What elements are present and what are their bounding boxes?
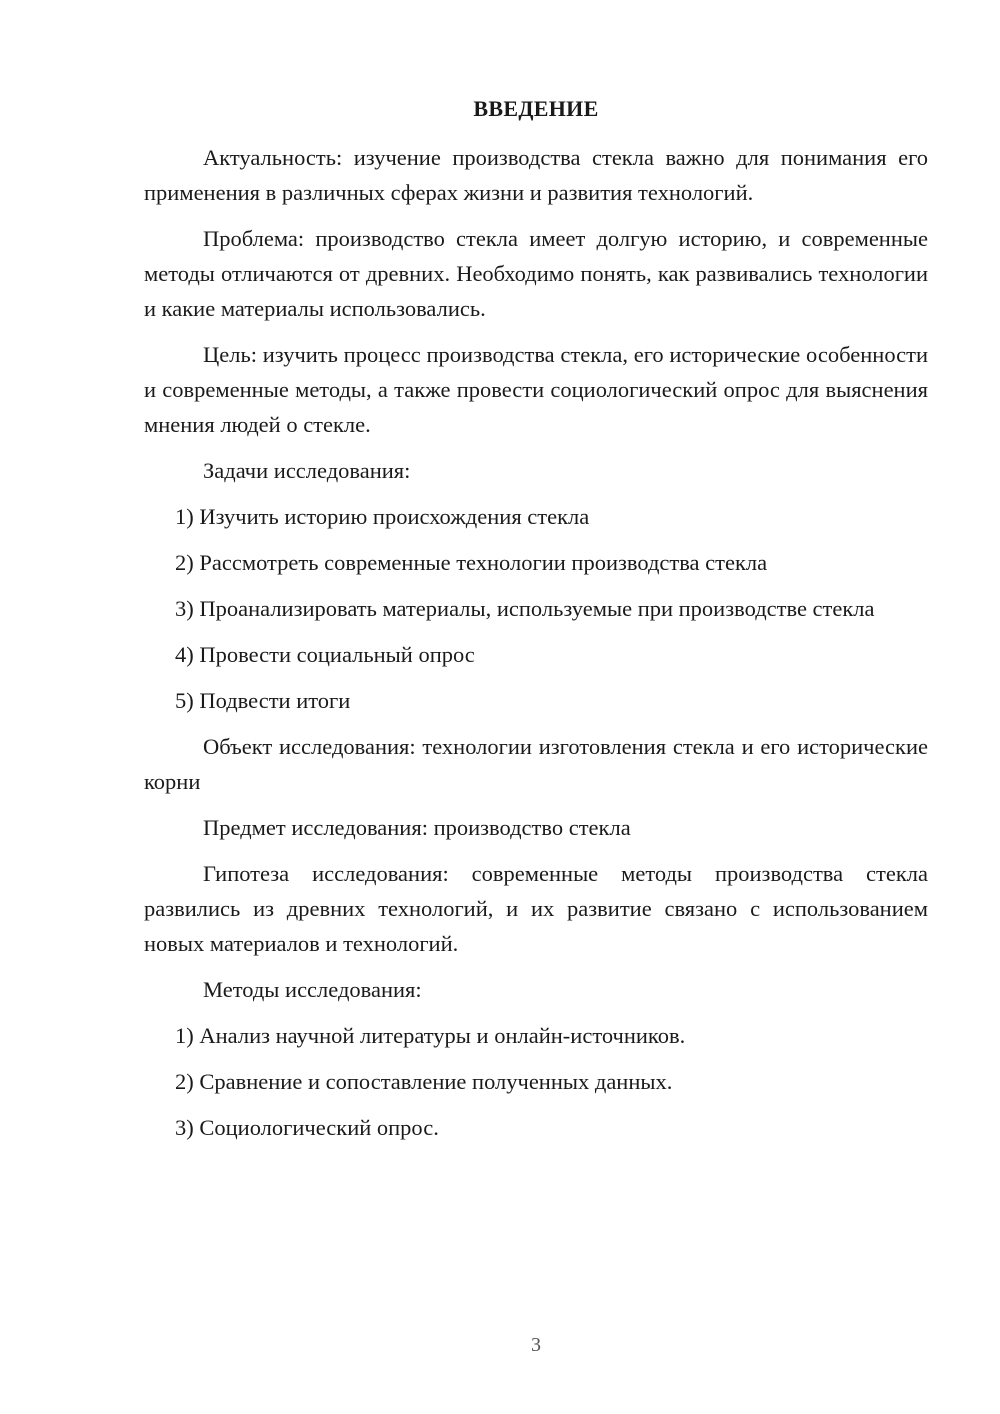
methods-heading: Методы исследования: xyxy=(203,977,422,1002)
tasks-heading: Задачи исследования: xyxy=(203,458,411,483)
method-item: 2) Сравнение и сопоставление полученных данных. xyxy=(175,1069,673,1094)
task-item: 2) Рассмотреть современные технологии производства стекла xyxy=(175,550,768,575)
subject-paragraph: Предмет исследования: производство стекла xyxy=(203,815,631,840)
task-item: 1) Изучить историю происхождения стекла xyxy=(175,504,590,529)
task-item: 4) Провести социальный опрос xyxy=(175,642,475,667)
task-item: 3) Проанализировать материалы, используемые при производстве стекла xyxy=(175,596,875,621)
document-body xyxy=(144,140,928,1156)
page-title: ВВЕДЕНИЕ xyxy=(473,96,599,121)
hypothesis-paragraph: Гипотеза исследования: современные методы производства стекла развились из древних технологий, и их развитие связано с использованием новых материалов и технологий. xyxy=(144,861,928,956)
goal-paragraph: Цель: изучить процесс производства стекла, его исторические особенности и современные методы, а также провести социологический опрос для выяснения мнения людей о стекле. xyxy=(144,342,928,437)
page-number: 3 xyxy=(531,1334,541,1356)
object-paragraph: Объект исследования: технологии изготовления стекла и его исторические корни xyxy=(144,734,928,794)
problem-paragraph: Проблема: производство стекла имеет долгую историю, и современные методы отличаются от древних. Необходимо понять, как развивались технологии и какие материалы использовались. xyxy=(144,226,928,321)
method-item: 1) Анализ научной литературы и онлайн-источников. xyxy=(175,1023,686,1048)
relevance-paragraph: Актуальность: изучение производства стекла важно для понимания его применения в различных сферах жизни и развития технологий. xyxy=(144,145,928,205)
task-item: 5) Подвести итоги xyxy=(175,688,351,713)
method-item: 3) Социологический опрос. xyxy=(175,1115,439,1140)
